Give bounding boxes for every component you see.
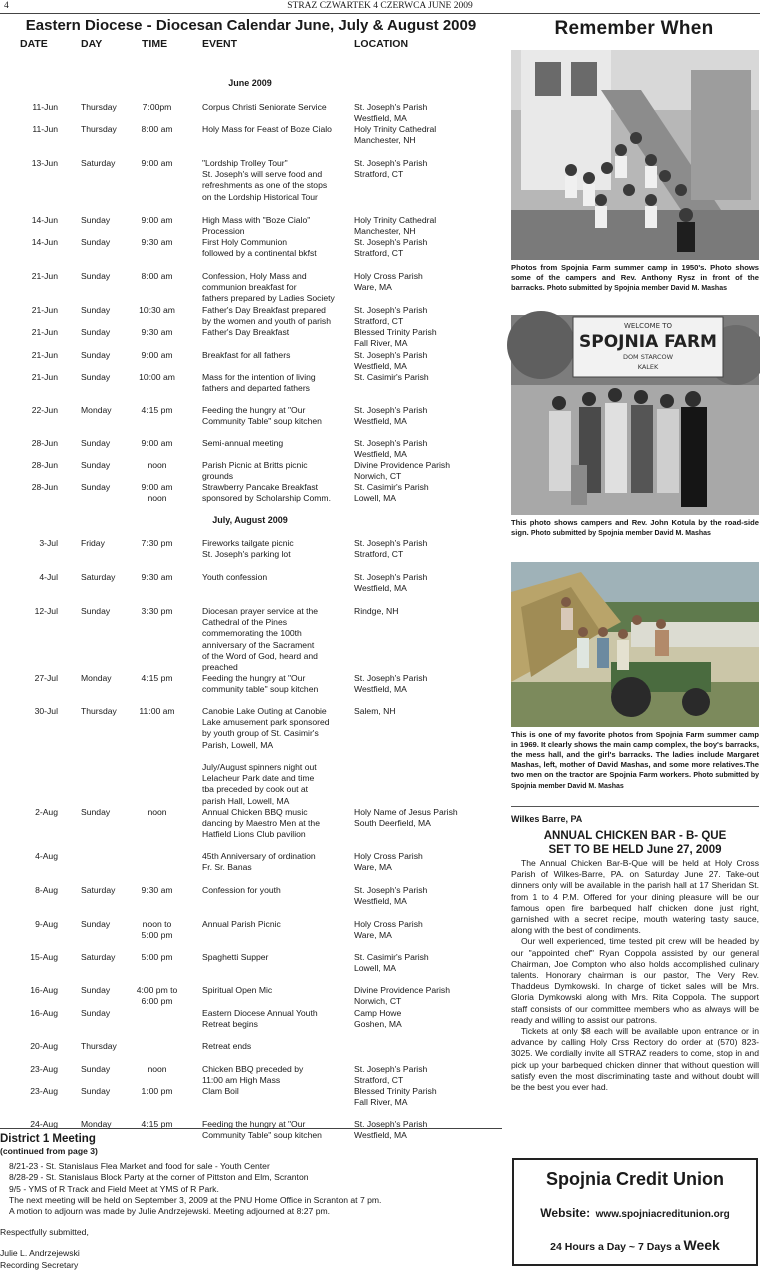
cell-location: St. Joseph's Parish Stratford, CT (354, 158, 428, 180)
cell-event: Diocesan prayer service at the Cathedral of the Pines commemorating the 100th anniversary of the Sacrament of the Word of God, heard and preached (202, 606, 319, 673)
cell-location: Holy Name of Jesus Parish South Deerfield, MA (354, 807, 458, 829)
cell-day: Sunday (81, 305, 111, 315)
bbq-paragraph: Tickets at only $8 each will be available upon entrance or in advance by calling Holy Crss Rectory do order at (570) 823-3025. We cordially invite all STRAZ readers to come, stop in and pick up your barbequed chicken dinner that without question will satisfy even the most discriminating taste and without doubt will be the best you ever had. (511, 1026, 759, 1093)
cell-date: 4-Jul (39, 572, 58, 582)
header-location: LOCATION (354, 38, 409, 50)
bbq-paragraph: Our well experienced, time tested pit crew will be headed by our "appointed chef" Ryan Coppola assisted by our general Chairman, Joe Compton who also holds accomplished culinary talents. Honorary chairman is our pastor, The Very Rev. Thaddeus Dymkowski. In charge of ticket sales will be Mrs. Gloria Dymkowski along with Mrs. Rita Coppola. The support staff consists of our committee members who as always will be ready and willing to assist our patrons. (511, 936, 759, 1025)
cell-event: Chicken BBQ preceded by 11:00 am High Mass (202, 1064, 304, 1086)
district-meeting (0, 1133, 502, 1276)
cell-time: 8:00 am (141, 124, 173, 134)
cell-event: Confession for youth (202, 885, 281, 895)
cell-day: Sunday (81, 438, 111, 448)
calendar-title: Eastern Diocese - Diocesan Calendar June, July & August 2009 (25, 17, 477, 34)
cell-date: 16-Aug (30, 985, 58, 995)
cell-location: Holy Cross Parish Ware, MA (354, 271, 423, 293)
cell-time: 5:00 pm (141, 952, 173, 962)
credit-union-ad (512, 1158, 758, 1266)
district-item: A motion to adjourn was made by Julie Andrzejewski. Meeting adjourned at 8:27 pm. (9, 1206, 331, 1217)
bbq-title-line1: ANNUAL CHICKEN BAR - B- QUE (543, 830, 727, 842)
cell-day: Sunday (81, 919, 111, 929)
cell-date: 13-Jun (31, 158, 58, 168)
cell-location: St. Joseph's Parish Westfield, MA (354, 885, 428, 907)
district-item: 8/28-29 - St. Stanislaus Block Party at the corner of Pittston and Elm, Scranton (9, 1172, 309, 1183)
cell-event: Youth confession (202, 572, 268, 582)
cell-day: Sunday (81, 482, 111, 492)
cell-date: 28-Jun (31, 482, 58, 492)
cell-time: 9:30 am (141, 327, 173, 337)
camp-barracks-photo (511, 50, 759, 260)
cell-day: Saturday (81, 158, 116, 168)
cell-day: Sunday (81, 606, 111, 616)
cell-time: 10:00 am (139, 372, 175, 382)
cell-date: 11-Jun (32, 102, 58, 112)
cell-event: Father's Day Breakfast (202, 327, 290, 337)
cell-date: 21-Jun (31, 305, 58, 315)
district-closing: Respectfully submitted, (0, 1227, 89, 1238)
district-subtitle: (continued from page 3) (0, 1146, 98, 1156)
cell-time: 4:00 pm to 6:00 pm (136, 985, 178, 1007)
cell-day: Sunday (81, 237, 111, 247)
cell-location: Holy Cross Parish Ware, MA (354, 919, 423, 941)
website-link[interactable]: www.spojniacreditunion.org (595, 1209, 730, 1220)
cell-event: Annual Parish Picnic (202, 919, 281, 929)
cell-event: High Mass with "Boze Cialo" Procession (202, 215, 311, 237)
cell-date: 21-Jun (31, 372, 58, 382)
cell-day: Sunday (81, 1086, 111, 1096)
cell-date: 21-Jun (31, 350, 58, 360)
cell-location: St. Joseph's Parish Westfield, MA (354, 102, 428, 124)
cell-time: 3:30 pm (141, 606, 173, 616)
cell-date: 12-Jul (34, 606, 58, 616)
cell-time: 11:00 am (139, 706, 175, 716)
cell-event: Annual Chicken BBQ music dancing by Maestro Men at the Hatfield Lions Club pavilion (202, 807, 320, 840)
sign-name: SPOJNIA FARM (579, 332, 717, 352)
cell-location: Divine Providence Parish Norwich, CT (354, 460, 451, 482)
cell-date: 28-Jun (31, 438, 58, 448)
cell-time: 8:00 am (141, 271, 173, 281)
cell-time: 4:15 pm (141, 1119, 173, 1129)
cell-location: St. Joseph's Parish Westfield, MA (354, 438, 428, 460)
credit-union-name: Spojnia Credit Union (546, 1169, 724, 1189)
cell-day: Sunday (81, 985, 111, 995)
masthead-title: STRAZ CZWARTEK 4 CZERWCA JUNE 2009 (287, 1, 473, 11)
cell-location: St. Casimir's Parish (354, 372, 429, 382)
cell-date: 4-Aug (35, 851, 58, 861)
website-label: Website: (540, 1206, 591, 1220)
calendar-divider (0, 1128, 502, 1129)
cell-day: Sunday (81, 1064, 111, 1074)
bbq-title (511, 830, 759, 857)
cell-day: Monday (81, 405, 112, 415)
district-item: 9/5 - YMS of R Track and Field Meet at YMS of R Park. (9, 1183, 219, 1194)
bbq-location: Wilkes Barre, PA (511, 814, 583, 824)
cell-date: 21-Jun (31, 271, 58, 281)
hours-text: 24 Hours a Day ~ 7 Days a (550, 1241, 681, 1253)
cell-location: St. Casimir's Parish Lowell, MA (354, 952, 429, 974)
cell-day: Monday (81, 673, 112, 683)
bbq-article (511, 858, 759, 1093)
cell-date: 22-Jun (31, 405, 58, 415)
sign-welcome: WELCOME TO (623, 322, 673, 330)
cell-location: Rindge, NH (354, 606, 399, 616)
cell-time: noon (147, 1064, 167, 1074)
cell-time: 9:00 am (141, 350, 173, 360)
masthead (0, 0, 760, 14)
cell-location: Blessed Trinity Parish Fall River, MA (354, 327, 437, 349)
bbq-paragraph: The Annual Chicken Bar-B-Que will be held at Holy Cross Parish of Wilkes-Barre, PA. on Saturday June 27. Take-out dinners only will be available in the parish hall at 17 Sheridan St. from 1 to 4 P.M. Offered for your dining pleasure will be our famous open fire barbequed half chicken done just right, garnished with a secret recipe, mouth watering tasty sauce, along with the best of condiments. (511, 858, 759, 936)
cell-event: Breakfast for all fathers (202, 350, 291, 360)
cell-day: Monday (81, 1119, 112, 1129)
cell-event: Clam Boil (202, 1086, 239, 1096)
cell-date: 21-Jun (31, 327, 58, 337)
cell-event: Eastern Diocese Annual Youth Retreat begins (202, 1008, 318, 1030)
cell-date: 14-Jun (31, 215, 58, 225)
roadside-sign-photo (511, 315, 759, 515)
cell-location: Holy Trinity Cathedral Manchester, NH (354, 215, 437, 237)
cell-event: Canobie Lake Outing at Canobie Lake amusement park sponsored by youth group of St. Casimir's Parish, Lowell, MA (202, 706, 330, 750)
secretary-name: Julie L. Andrzejewski (0, 1248, 80, 1259)
cell-location: St. Joseph's Parish Westfield, MA (354, 350, 428, 372)
cell-event: "Lordship Trolley Tour" St. Joseph's will serve food and refreshments as one of the stops on the Lordship Historical Tour (202, 158, 328, 202)
photo-caption-1: Photos from Spojnia Farm summer camp in 1950's. Photo shows some of the campers and Rev. Anthony Rysz in front of the barracks. Photo submitted by Spojnia member David M. Mashas (511, 263, 759, 292)
bbq-title-line2: SET TO BE HELD June 27, 2009 (548, 843, 722, 856)
cell-day: Sunday (81, 372, 111, 382)
cell-event: Holy Mass for Feast of Boze Cialo (202, 124, 332, 134)
cell-day: Saturday (81, 572, 116, 582)
cell-time: 9:00 am (141, 438, 173, 448)
cell-time: noon (147, 460, 167, 470)
cell-date: 20-Aug (30, 1041, 58, 1051)
cell-time: 9:30 am (141, 885, 173, 895)
cell-event: 45th Anniversary of ordination Fr. Sr. Banas (202, 851, 316, 873)
district-item: 8/21-23 - St. Stanislaus Flea Market and food for sale - Youth Center (9, 1161, 270, 1172)
cell-day: Thursday (81, 706, 117, 716)
cell-event: Father's Day Breakfast prepared by the women and youth of parish (202, 305, 331, 327)
camp-tractor-photo (511, 562, 759, 727)
sidebar-divider (511, 806, 759, 807)
cell-location: Divine Providence Parish Norwich, CT (354, 985, 451, 1007)
cell-time: 4:15 pm (141, 673, 173, 683)
calendar-section-heading: June 2009 (228, 78, 272, 88)
cell-location: St. Joseph's Parish Westfield, MA (354, 405, 428, 427)
cell-time: 7:00pm (142, 102, 172, 112)
cell-date: 3-Jul (39, 538, 58, 548)
cell-event: Feeding the hungry at "Our Community Table" soup kitchen (202, 1119, 322, 1141)
cell-day: Sunday (81, 460, 111, 470)
cell-event: Corpus Christi Seniorate Service (202, 102, 327, 112)
hours-week: Week (683, 1237, 720, 1253)
cell-day: Sunday (81, 215, 111, 225)
cell-day: Sunday (81, 807, 111, 817)
cell-day: Thursday (81, 1041, 117, 1051)
cell-location: Holy Cross Parish Ware, MA (354, 851, 423, 873)
cell-event: July/August spinners night out Lelacheur Park date and time tba preceded by cook out at parish Hall, Lowell, MA (202, 762, 317, 806)
cell-day: Sunday (81, 350, 111, 360)
cell-time: 10:30 am (139, 305, 175, 315)
cell-event: Strawberry Pancake Breakfast sponsored by Scholarship Comm. (202, 482, 331, 504)
header-day: DAY (81, 38, 103, 50)
sign-sub2: KALEK (637, 363, 659, 371)
cell-time: 1:00 pm (141, 1086, 173, 1096)
cell-day: Saturday (81, 885, 116, 895)
cell-date: 30-Jul (34, 706, 58, 716)
header-date: DATE (20, 38, 48, 50)
header-event: EVENT (202, 38, 238, 50)
cell-date: 28-Jun (31, 460, 58, 470)
cell-date: 2-Aug (35, 807, 58, 817)
cell-location: St. Casimir's Parish Lowell, MA (354, 482, 429, 504)
cell-event: Confession, Holy Mass and communion breakfast for fathers prepared by Ladies Society (202, 271, 335, 304)
cell-date: 23-Aug (30, 1086, 58, 1096)
cell-day: Sunday (81, 1008, 111, 1018)
cell-event: Feeding the hungry at "Our Community Table" soup kitchen (202, 405, 322, 427)
cell-date: 27-Jul (34, 673, 58, 683)
cell-day: Sunday (81, 327, 111, 337)
photo-caption-3: This is one of my favorite photos from Spojnia Farm summer camp in 1969. It clearly shows the main camp complex, the boy's barracks, the mess hall, and the girl's barracks. The ladies include Margaret Mashas, left, mother of David Mashas, and some more relatives.The two men on the tractor are Spojnia Farm workers. Photo submitted by Spojnia member David M. Mashas (511, 730, 759, 790)
cell-day: Saturday (81, 952, 116, 962)
cell-time: 4:15 pm (141, 405, 173, 415)
cell-day: Thursday (81, 102, 117, 112)
cell-time: 9:30 am (141, 237, 173, 247)
cell-location: St. Joseph's Parish Stratford, CT (354, 538, 428, 560)
remember-when-heading: Remember When (554, 18, 714, 39)
cell-day: Thursday (81, 124, 117, 134)
cell-event: Spiritual Open Mic (202, 985, 273, 995)
cell-event: Mass for the intention of living fathers and departed fathers (202, 372, 316, 394)
cell-date: 14-Jun (31, 237, 58, 247)
cell-location: Blessed Trinity Parish Fall River, MA (354, 1086, 437, 1108)
cell-location: St. Joseph's Parish Westfield, MA (354, 1119, 428, 1141)
cell-location: Camp Howe Goshen, MA (354, 1008, 402, 1030)
cell-date: 15-Aug (30, 952, 58, 962)
cell-date: 9-Aug (35, 919, 58, 929)
cell-event: First Holy Communion followed by a continental bkfst (202, 237, 317, 259)
cell-date: 24-Aug (30, 1119, 58, 1129)
district-title: District 1 Meeting (0, 1133, 96, 1145)
cell-time: 9:00 am (141, 158, 173, 168)
cell-date: 16-Aug (30, 1008, 58, 1018)
cell-time: 7:30 pm (141, 538, 173, 548)
cell-location: St. Joseph's Parish Stratford, CT (354, 1064, 428, 1086)
cell-time: 9:30 am (141, 572, 173, 582)
cell-event: Fireworks tailgate picnic St. Joseph's parking lot (202, 538, 294, 560)
secretary-role: Recording Secretary (0, 1259, 79, 1270)
cell-time: noon to 5:00 pm (141, 919, 173, 941)
cell-time: 9:00 am (141, 215, 173, 225)
cell-date: 11-Jun (32, 124, 58, 134)
cell-event: Retreat ends (202, 1041, 252, 1051)
cell-location: St. Joseph's Parish Stratford, CT (354, 305, 428, 327)
cell-day: Friday (81, 538, 105, 548)
cell-location: St. Joseph's Parish Westfield, MA (354, 673, 428, 695)
header-time: TIME (142, 38, 168, 50)
cell-date: 8-Aug (35, 885, 58, 895)
cell-event: Spaghetti Supper (202, 952, 269, 962)
cell-location: St. Joseph's Parish Stratford, CT (354, 237, 428, 259)
sign-sub1: DOM STARCOW (622, 353, 674, 361)
cell-time: 9:00 am noon (141, 482, 173, 504)
cell-day: Sunday (81, 271, 111, 281)
page-number: 4 (4, 1, 9, 11)
cell-event: Parish Picnic at Britts picnic grounds (202, 460, 308, 482)
cell-location: Salem, NH (354, 706, 396, 716)
cell-event: Feeding the hungry at "Our community table" soup kitchen (202, 673, 319, 695)
cell-time: noon (147, 807, 167, 817)
cell-location: St. Joseph's Parish Westfield, MA (354, 572, 428, 594)
calendar-section-heading: July, August 2009 (212, 515, 288, 525)
photo-caption-2: This photo shows campers and Rev. John Kotula by the road-side sign. Photo submitted by Spojnia member David M. Mashas (511, 518, 759, 537)
district-item: The next meeting will be held on September 3, 2009 at the PNU Home Office in Scranton at 7 pm. (9, 1194, 382, 1205)
cell-event: Semi-annual meeting (202, 438, 284, 448)
cell-date: 23-Aug (30, 1064, 58, 1074)
cell-location: Holy Trinity Cathedral Manchester, NH (354, 124, 437, 146)
